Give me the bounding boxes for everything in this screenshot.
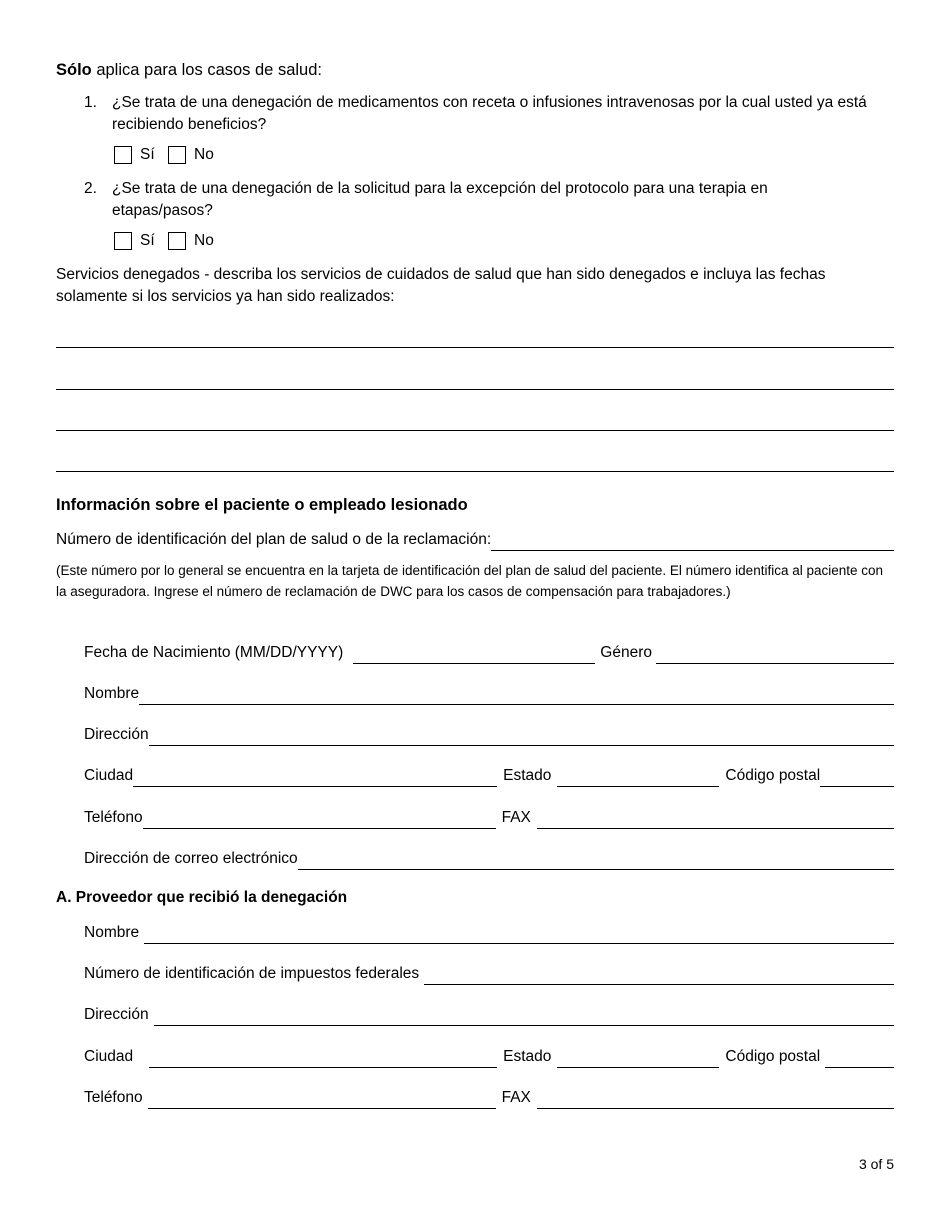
question-2-no-checkbox[interactable]: [168, 232, 186, 250]
patient-name-row: [84, 681, 894, 705]
patient-state-label: Estado: [503, 767, 552, 784]
provider-address-row: [84, 1002, 894, 1026]
question-1-no-label: No: [194, 146, 214, 163]
provider-phone-row: [84, 1085, 894, 1109]
provider-zip-field[interactable]: [825, 1047, 894, 1068]
question-1-yes-checkbox[interactable]: [114, 146, 132, 164]
provider-state-label: Estado: [503, 1048, 552, 1065]
question-2-text: ¿Se trata de una denegación de la solicitud para la excepción del protocolo para una terapia en etapas/pasos?: [112, 180, 768, 219]
patient-fax-field[interactable]: [537, 808, 894, 829]
services-line-3[interactable]: [56, 430, 894, 431]
patient-id-label: Número de identificación del plan de salud o de la reclamación:: [56, 531, 492, 548]
question-1-no-option[interactable]: [168, 146, 214, 164]
patient-id-note: (Este número por lo general se encuentra en la tarjeta de identificación del plan de salud del paciente. El número identifica al paciente con la aseguradora. Ingrese el número de reclamación de DWC para los casos de compensación para trabajadores.): [56, 563, 884, 599]
patient-name-field[interactable]: [139, 684, 894, 705]
gender-label: Género: [600, 644, 652, 661]
provider-city-row: [84, 1044, 894, 1068]
question-1-text: ¿Se trata de una denegación de medicamentos con receta o infusiones intravenosas por la cual usted ya está recibiendo beneficios?: [112, 94, 867, 133]
intro-line: [56, 59, 322, 81]
provider-fax-field[interactable]: [537, 1088, 894, 1109]
question-2-number: 2.: [84, 180, 97, 197]
services-line-4[interactable]: [56, 471, 894, 472]
provider-taxid-row: [84, 961, 894, 985]
patient-id-field[interactable]: [491, 530, 894, 551]
provider-phone-label: Teléfono: [84, 1089, 143, 1106]
page-number: 3 of 5: [858, 1156, 894, 1172]
patient-email-label: Dirección de correo electrónico: [84, 850, 298, 867]
gender-field[interactable]: [656, 643, 894, 664]
patient-id-row: [56, 527, 894, 551]
provider-name-field[interactable]: [144, 923, 894, 944]
patient-state-field[interactable]: [557, 766, 719, 787]
dob-field[interactable]: [353, 643, 595, 664]
patient-phone-field[interactable]: [143, 808, 496, 829]
provider-zip-label: Código postal: [725, 1048, 821, 1065]
patient-zip-field[interactable]: [820, 766, 894, 787]
patient-email-field[interactable]: [298, 849, 894, 870]
patient-phone-row: [84, 805, 894, 829]
patient-city-label: Ciudad: [84, 767, 134, 784]
services-line-2[interactable]: [56, 389, 894, 390]
question-2-no-option[interactable]: [168, 232, 214, 250]
provider-taxid-field[interactable]: [424, 964, 894, 985]
provider-phone-field[interactable]: [148, 1088, 496, 1109]
provider-city-field[interactable]: [149, 1047, 497, 1068]
question-2-yes-checkbox[interactable]: [114, 232, 132, 250]
patient-heading: Información sobre el paciente o empleado lesionado: [56, 496, 468, 514]
services-prompt: Servicios denegados - describa los servicios de cuidados de salud que han sido denegados e incluya las fechas solamente si los servicios ya han sido realizados:: [56, 266, 826, 305]
patient-name-label: Nombre: [84, 685, 140, 702]
provider-fax-label: FAX: [501, 1089, 531, 1106]
intro-bold: Sólo: [56, 61, 92, 79]
patient-city-row: [84, 763, 894, 787]
question-1-no-checkbox[interactable]: [168, 146, 186, 164]
intro-text: aplica para los casos de salud:: [91, 61, 322, 79]
patient-zip-label: Código postal: [725, 767, 821, 784]
provider-address-field[interactable]: [154, 1005, 894, 1026]
patient-address-label: Dirección: [84, 726, 149, 743]
provider-taxid-label: Número de identificación de impuestos federales: [84, 965, 420, 982]
patient-email-row: [84, 846, 894, 870]
provider-name-label: Nombre: [84, 924, 140, 941]
provider-address-label: Dirección: [84, 1006, 149, 1023]
patient-address-row: [84, 722, 894, 746]
dob-gender-row: [84, 640, 894, 664]
provider-name-row: [84, 920, 894, 944]
question-2-yes-label: Sí: [140, 232, 155, 249]
patient-address-field[interactable]: [149, 725, 894, 746]
question-2-no-label: No: [194, 232, 214, 249]
patient-fax-label: FAX: [501, 809, 531, 826]
provider-state-field[interactable]: [557, 1047, 719, 1068]
question-1-yes-option[interactable]: [114, 146, 155, 164]
provider-city-label: Ciudad: [84, 1048, 134, 1065]
question-2-yes-option[interactable]: [114, 232, 155, 250]
provider-heading: A. Proveedor que recibió la denegación: [56, 889, 348, 906]
question-1-number: 1.: [84, 94, 97, 111]
question-1-yes-label: Sí: [140, 146, 155, 163]
patient-city-field[interactable]: [133, 766, 497, 787]
dob-label: Fecha de Nacimiento (MM/DD/YYYY): [84, 644, 344, 661]
services-line-1[interactable]: [56, 347, 894, 348]
patient-phone-label: Teléfono: [84, 809, 143, 826]
